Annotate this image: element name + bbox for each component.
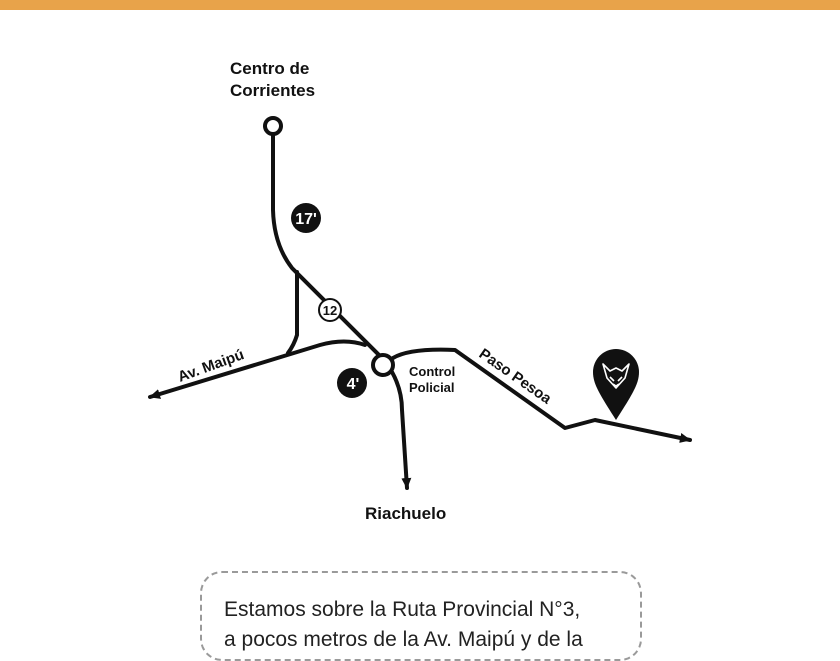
road-connector xyxy=(288,272,297,353)
riachuelo-label: Riachuelo xyxy=(365,504,447,523)
info-line-2: a pocos metros de la Av. Maipú y de la xyxy=(224,628,583,651)
info-line-1: Estamos sobre la Ruta Provincial N°3, xyxy=(224,598,581,621)
road-to-centro xyxy=(273,133,384,360)
paso-pesoa-label: Paso Pesoa xyxy=(475,345,555,408)
route-12-label: 12 xyxy=(322,303,338,318)
centro-label-line1: Centro de xyxy=(230,59,310,78)
centro-point-icon xyxy=(265,118,281,134)
time-badge-17-label: 17' xyxy=(295,211,317,228)
centro-label-line2: Corrientes xyxy=(230,81,316,100)
time-badge-4-label: 4' xyxy=(346,376,360,393)
control-label-line2: Policial xyxy=(409,380,455,395)
control-junction-icon xyxy=(373,355,393,375)
info-box xyxy=(200,571,642,661)
road-riachuelo xyxy=(392,372,407,488)
control-label-line1: Control xyxy=(409,364,456,379)
av-maipu-label: Av. Maipú xyxy=(175,346,247,386)
location-marker-icon xyxy=(593,349,639,420)
